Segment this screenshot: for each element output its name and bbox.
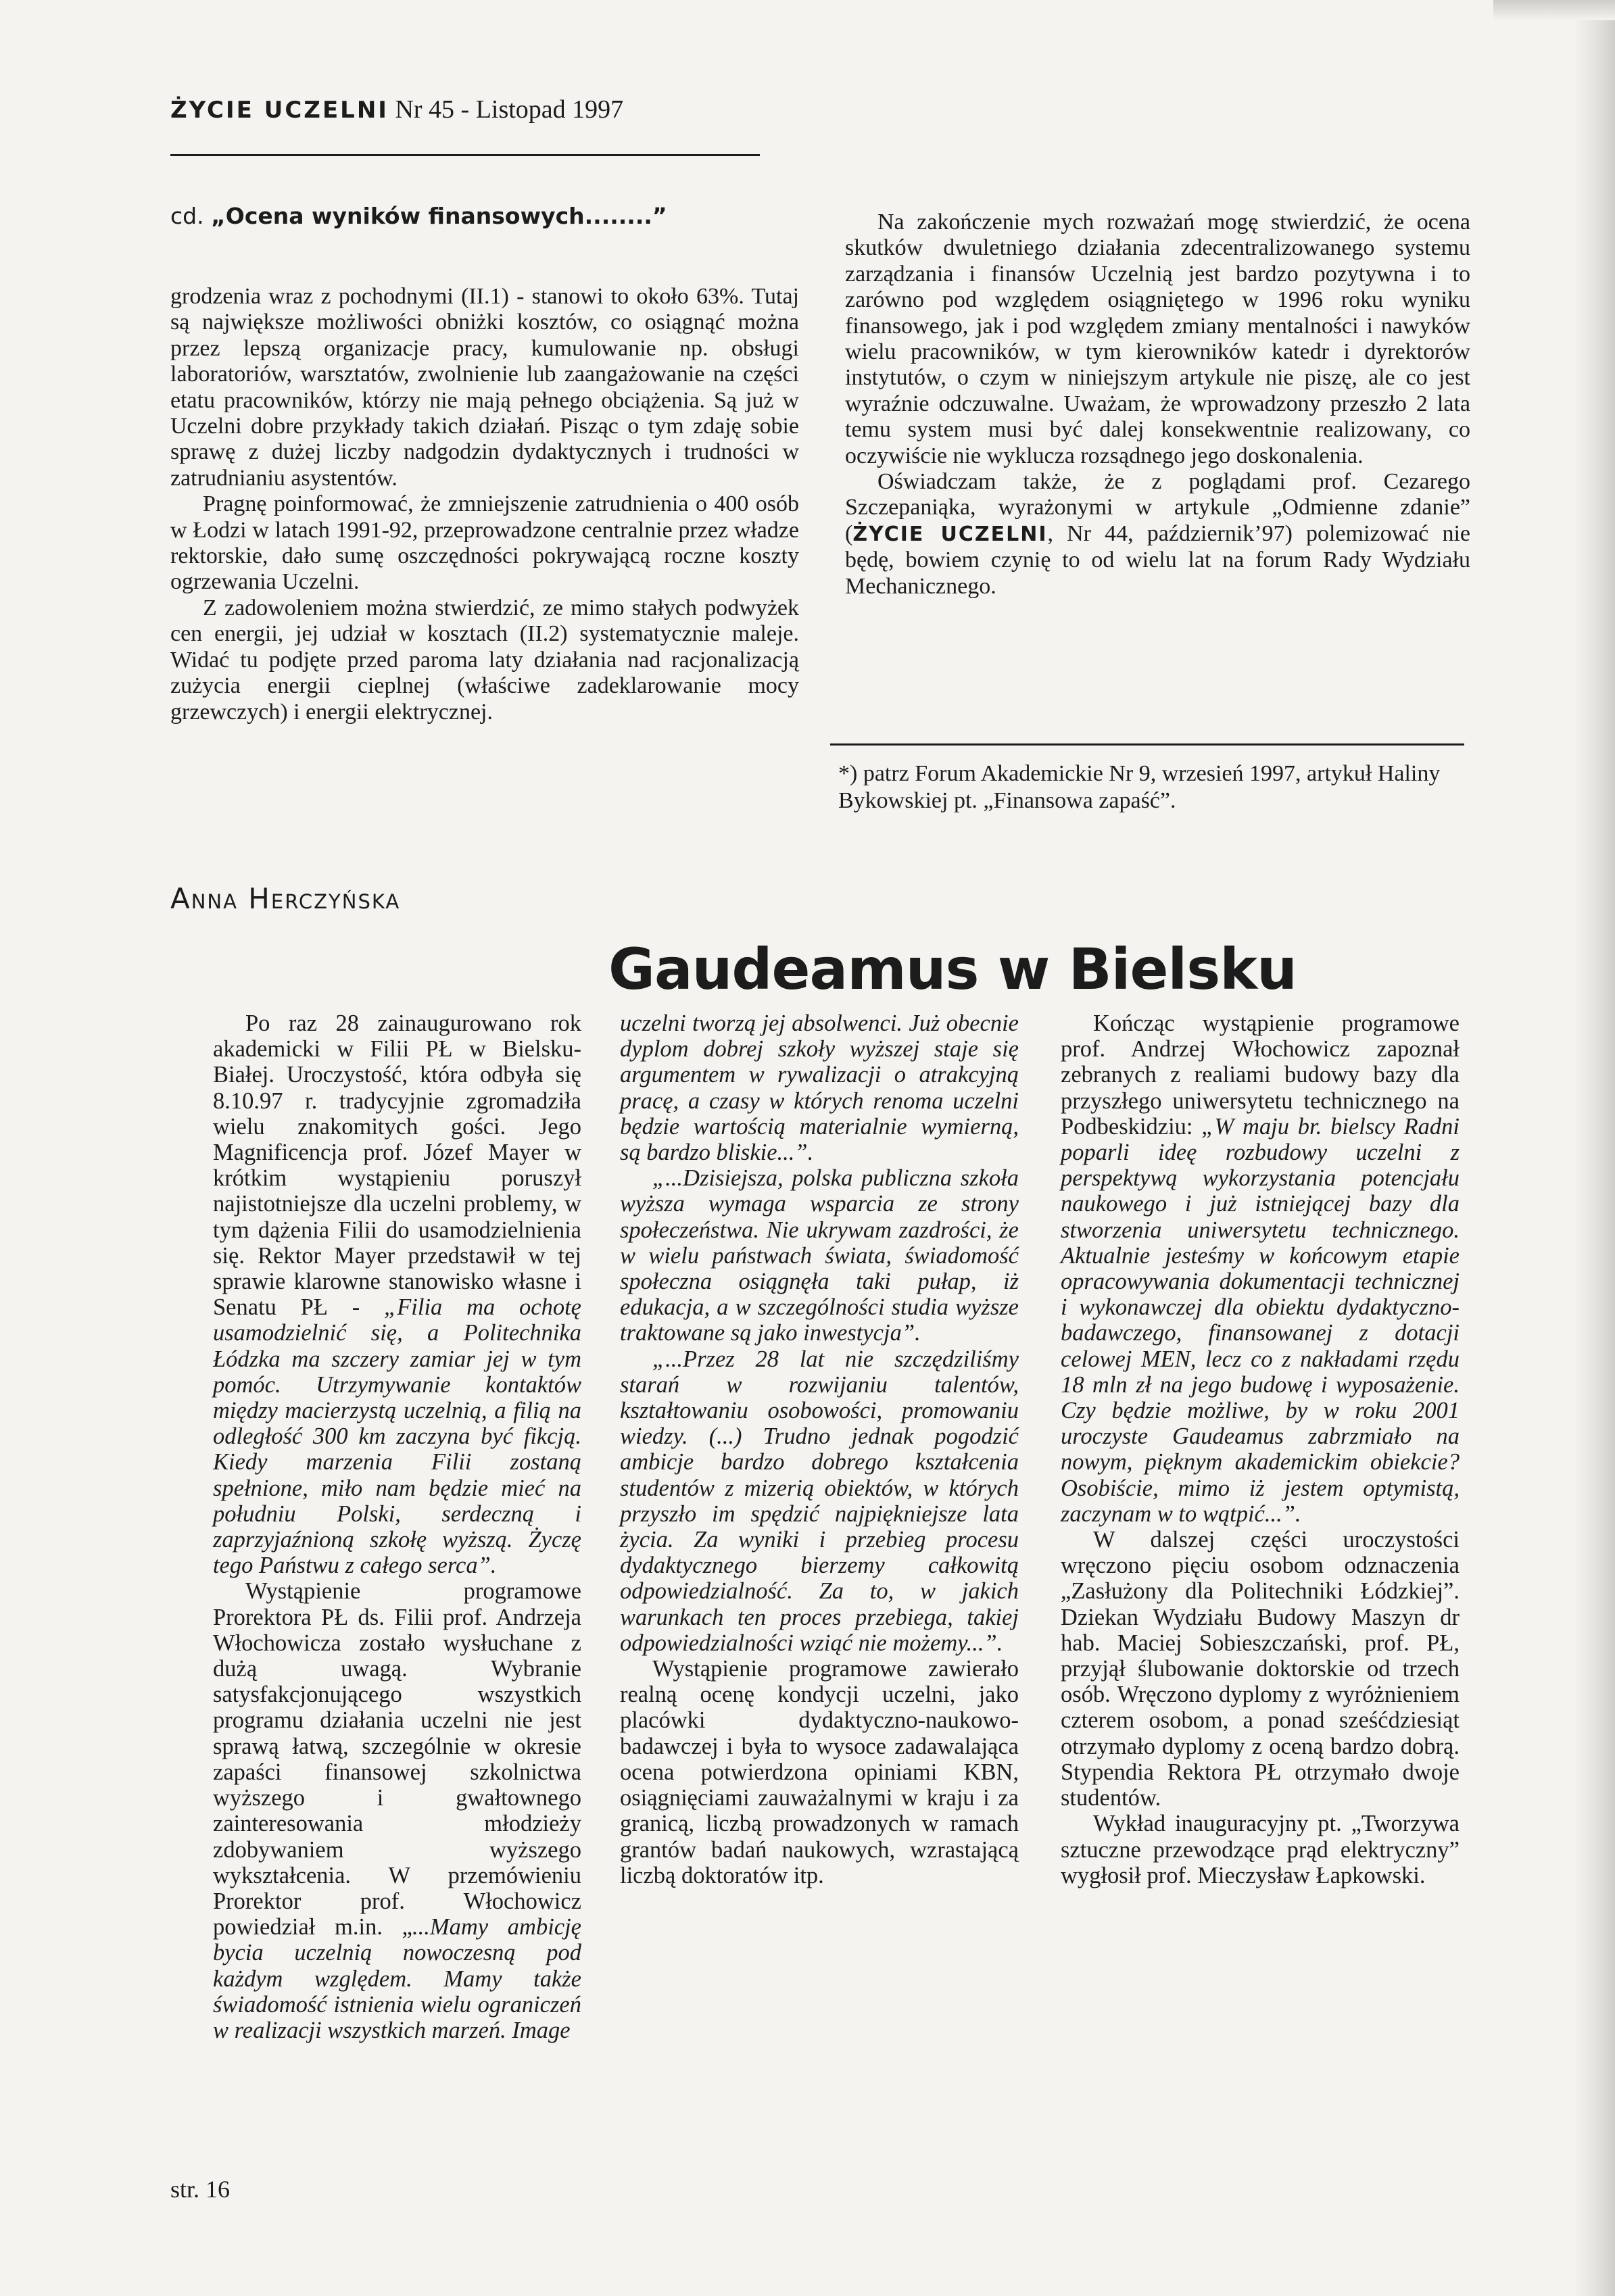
paragraph bbox=[620, 1165, 1019, 1346]
quote: „W maju br. bielscy Radni poparli ideę rozbudowy uczelni z perspektywą wykorzystania potencjału naukowego i już istniejącej bazy dla stworzenia uniwersytetu technicznego. Aktualnie jesteśmy w końcowym etapie opracowywania dokumentacji technicznej i wykonawczej dla obiektu dydaktyczno-badawczego, finansowanej z dotacji celowej MEN, lecz co z nakładami rzędu 18 mln zł na jego budowę i wyposażenie. Czy będzie możliwe, by w roku 2001 uroczyste Gaudeamus zabrzmiało na nowym, pięknym akademickim obiekcie? Osobiście, mimo iż jestem optymistą, zaczynam w to wątpić...”. bbox=[1061, 1113, 1460, 1527]
text-segment: , Nr 44, październik’97) polemizować nie będę, bowiem czynię to od wielu lat na forum Rady Wydziału Mechanicznego. bbox=[845, 520, 1470, 599]
inline-brand: ŻYCIE UCZELNI bbox=[852, 522, 1048, 546]
article-column-1 bbox=[213, 1010, 581, 2043]
article-headline: Gaudeamus w Bielsku bbox=[608, 936, 1297, 1002]
paragraph: Na zakończenie mych rozważań mogę stwierdzić, że ocena skutków dwuletniego działania zdecentralizowanego systemu zarządzania i finansów Uczelnią jest bardzo pozytywna i to zarówno pod względem osiągniętego w 1996 roku wyniku finansowego, jak i pod względem zmiany mentalności i nawyków wielu pracowników, w tym kierowników katedr i dyrektorów instytutów, o czym w niniejszym artykule nie piszę, ale co jest wyraźnie odczuwalne. Uważam, że wprowadzony przeszło 2 lata temu system musi być dalej konsekwentnie realizowany, co oczywiście nie wyklucza rozsądnego jego doskonalenia. bbox=[845, 210, 1470, 468]
article-column-2 bbox=[620, 1010, 1019, 1888]
paragraph: Pragnę poinformować, że zmniejszenie zatrudnienia o 400 osób w Łodzi w latach 1991-92, przeprowadzone centralnie przez władze rektorskie, dało sumę oszczędności pokrywającą roczne koszty ogrzewania Uczelni. bbox=[170, 491, 799, 595]
page-number: str. 16 bbox=[170, 2176, 231, 2203]
quote: ...Mamy ambicję bycia uczelnią nowoczesną pod każdym względem. Mamy także świadomość istnienia wielu ograniczeń w realizacji wszystkich marzeń. Image bbox=[213, 1914, 581, 2043]
text-segment: Kończąc wystąpienie programowe prof. Andrzej Włochowicz zapoznał zebranych z realiami budowy bazy dla przyszłego uniwersytetu technicznego na Podbeskidziu: bbox=[1061, 1010, 1460, 1140]
text-segment: Wystąpienie programowe Prorektora PŁ ds. Filii prof. Andrzeja Włochowicza zostało wysłuchane z dużą uwagą. Wybranie satysfakcjonującego wszystkich programu działania uczelni nie jest sprawą łatwą, szczególnie w okresie zapaści finansowej szkolnictwa wyższego i gwałtownego zainteresowania młodzieży zdobywaniem wyższego wykształcenia. W przemówieniu Prorektor prof. Włochowicz powiedział m.in. „ bbox=[213, 1578, 581, 1940]
author-byline: Anna Herczyńska bbox=[170, 882, 401, 915]
top-right-column bbox=[845, 210, 1470, 600]
paragraph bbox=[1061, 1010, 1460, 1527]
page-corner-shadow bbox=[1493, 0, 1615, 20]
top-left-column bbox=[170, 284, 799, 725]
quote: uczelni tworzą jej absolwenci. Już obecnie dyplom dobrej szkoły wyższej staje się argumentem w rywalizacji o atrakcyjną pracę, a czasy w których renoma uczelni będzie wartością materialnie wymierną, są bardzo bliskie...”. bbox=[620, 1010, 1019, 1166]
quote: „...Przez 28 lat nie szczędziliśmy starań w rozwijaniu talentów, kształtowaniu osobowości, promowaniu wiedzy. (...) Trudno jednak pogodzić ambicje bardzo dobrego kształcenia studentów z mizerią obiektów, w których przyszło im spędzić najpiękniejsze lata życia. Za wyniki i przebieg procesu dydaktycznego bierzemy całkowitą odpowiedzialność. Za to, w jakich warunkach ten proces przebiega, takiej odpowiedzialności wziąć nie możemy...”. bbox=[620, 1346, 1019, 1656]
paragraph bbox=[213, 1578, 581, 2043]
quote: „Filia ma ochotę usamodzielnić się, a Politechnika Łódzka ma szczery zamiar jej w tym pomóc. Utrzymywanie kontaktów między macierzystą uczelnią, a filią na odległość 300 km zaczyna być fikcją. Kiedy marzenia Filii zostaną spełnione, miło nam będzie mieć na południu Polski, serdeczną i zaprzyjaźnioną szkołę wyższą. Życzę tego Państwu z całego serca”. bbox=[213, 1294, 581, 1579]
paragraph bbox=[620, 1010, 1019, 1165]
text-segment: Po raz 28 zainaugurowano rok akademicki w Filii PŁ w Bielsku-Białej. Uroczystość, która odbyła się 8.10.97 r. tradycyjnie zgromadziła wielu znakomitych gości. Jego Magnificencja prof. Józef Mayer w krótkim wystąpieniu poruszył najistotniejsze dla uczelni problemy, w tym dążenia Filii do usamodzielnienia się. Rektor Mayer przedstawił w tej sprawie klarowne stanowisko własne i Senatu PŁ - bbox=[213, 1010, 581, 1321]
footnote: *) patrz Forum Akademickie Nr 9, wrzesień 1997, artykuł Haliny Bykowskiej pt. „Finansowa zapaść”. bbox=[838, 761, 1441, 813]
paragraph bbox=[213, 1010, 581, 1578]
paragraph bbox=[845, 469, 1470, 600]
masthead-brand: ŻYCIE UCZELNI bbox=[170, 97, 389, 124]
paragraph: grodzenia wraz z pochodnymi (II.1) - stanowi to około 63%. Tutaj są największe możliwości obniżki kosztów, co osiągnąć można przez lepszą organizacje pracy, kumulowanie np. obsługi laboratoriów, warsztatów, zwolnienie lub zaangażowanie na części etatu pracowników, którzy nie mają pełnego obciążenia. Są już w Uczelni dobre przykłady takich działań. Pisząc o tym zdaję sobie sprawę z dużej liczby nadgodzin dydaktycznych i trudności w zatrudnianiu asystentów. bbox=[170, 284, 799, 491]
paragraph bbox=[620, 1346, 1019, 1656]
footnote-rule bbox=[830, 743, 1464, 746]
masthead bbox=[170, 95, 623, 124]
text-segment: Oświadczam także, że z poglądami prof. Cezarego Szczepaniąka, wyrażonymi w artykule „Odmienne zdanie” ( bbox=[845, 469, 1470, 546]
paragraph: Z zadowoleniem można stwierdzić, ze mimo stałych podwyżek cen energii, jej udział w kosztach (II.2) systematycznie maleje. Widać tu podjęte przed paroma laty działania nad racjonalizacją zużycia energii cieplnej (właściwe zadeklarowanie mocy grzewczych) i energii elektrycznej. bbox=[170, 595, 799, 725]
paragraph: W dalszej części uroczystości wręczono pięciu osobom odznaczenia „Zasłużony dla Politechniki Łódzkiej”. Dziekan Wydziału Budowy Maszyn dr hab. Maciej Sobieszczański, prof. PŁ, przyjął ślubowanie doktorskie od trzech osób. Wręczono dyplomy z wyróżnieniem czterem osobom, a ponad sześćdziesiąt otrzymało dyplomy z oceną bardzo dobrą. Stypendia Rektora PŁ otrzymało dwoje studentów. bbox=[1061, 1527, 1460, 1811]
paragraph: Wystąpienie programowe zawierało realną ocenę kondycji uczelni, jako placówki dydaktyczno-naukowo-badawczej i była to wysoce zadawalająca ocena potwierdzona opiniami KBN, osiągnięciami zauważalnymi w kraju i za granicą, liczbą prowadzonych w ramach grantów badań naukowych, wzrastającą liczbą doktoratów itp. bbox=[620, 1656, 1019, 1888]
continuation-prefix: cd. bbox=[170, 203, 204, 229]
quote: „...Dzisiejsza, polska publiczna szkoła wyższa wymaga wsparcia ze strony społeczeństwa. Nie ukrywam zazdrości, że w wielu państwach świata, świadomość społeczna osiągnęła taki pułap, iż edukacja, a w szczególności studia wyższe traktowane są jako inwestycja”. bbox=[620, 1165, 1019, 1346]
masthead-issue: Nr 45 - Listopad 1997 bbox=[395, 95, 624, 124]
header-rule bbox=[170, 154, 760, 156]
continuation-line bbox=[170, 203, 667, 229]
page-edge-shadow bbox=[1574, 0, 1615, 2296]
continuation-title: „Ocena wyników finansowych........” bbox=[211, 203, 667, 229]
article-column-3 bbox=[1061, 1010, 1460, 1888]
paragraph: Wykład inauguracyjny pt. „Tworzywa sztuczne przewodzące prąd elektryczny” wygłosił prof. Mieczysław Łapkowski. bbox=[1061, 1811, 1460, 1888]
